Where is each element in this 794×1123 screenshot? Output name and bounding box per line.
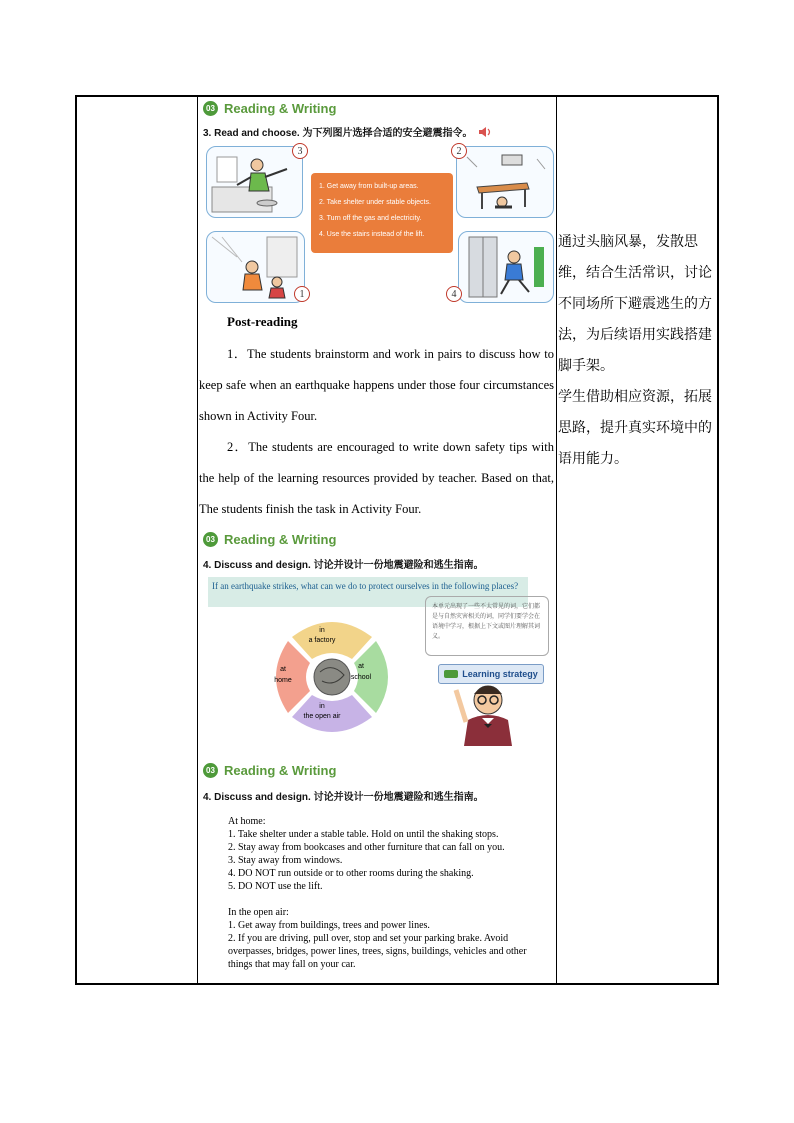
home-tip-5: 5. DO NOT use the lift.	[228, 881, 323, 892]
option-2: 2. Take shelter under stable objects.	[319, 199, 431, 206]
home-tip-2: 2. Stay away from bookcases and other furniture that can fall on you.	[228, 842, 505, 853]
books-icon	[444, 670, 458, 678]
home-tip-3: 3. Stay away from windows.	[228, 855, 343, 866]
picture-shelter	[456, 146, 554, 218]
picture-open-area	[206, 231, 305, 303]
activity4-instruction-repeat: 4. Discuss and design. 讨论并设计一份地震避险和逃生指南。	[203, 792, 484, 803]
strategy-note: 本单元出现了一些不太常见的词，它们都是与自然灾害相关的词，同学们要学会在语境中学习，根据上下文或图片理解其词义。	[425, 596, 549, 656]
section-title: Reading & Writing	[224, 763, 337, 778]
column-divider-left	[197, 97, 198, 983]
picture-number-2: 2	[451, 143, 467, 159]
learning-strategy-banner: Learning strategy	[438, 664, 544, 684]
person-avoiding-lift-illustration	[459, 232, 553, 302]
activity4-question: If an earthquake strikes, what can we do to protect ourselves in the following places?	[208, 577, 528, 607]
post-reading-paragraph-2: 2．The students are encouraged to write down safety tips with the help of the learning resources provided by teacher. Based on that, The students finish the task in Activity Four.	[199, 440, 554, 516]
section-heading-3	[203, 763, 336, 778]
option-3: 3. Turn off the gas and electricity.	[319, 215, 422, 222]
section-heading-1	[203, 101, 336, 116]
place-home-label: at home	[274, 666, 292, 684]
home-title: At home:	[228, 816, 266, 827]
section-badge: 03	[203, 763, 218, 778]
activity4-instruction: 4. Discuss and design. 讨论并设计一份地震避险和逃生指南。	[203, 560, 484, 571]
place-school-label: at school	[350, 663, 372, 681]
option-4: 4. Use the stairs instead of the lift.	[319, 231, 425, 238]
spacer	[228, 893, 548, 906]
safety-guide-text	[228, 815, 548, 971]
options-box	[311, 173, 453, 253]
post-reading-paragraph-1: 1．The students brainstorm and work in pairs to discuss how to keep safe when an earthquake happens under those four circumstances shown in Activity Four.	[199, 347, 554, 423]
section-heading-2	[203, 532, 336, 547]
right-note-1: 通过头脑风暴，发散思维，结合生活常识，讨论不同场所下避震逃生的方法，为后续语用实践搭建脚手架。	[558, 234, 712, 374]
picture-number-4: 4	[446, 286, 462, 302]
activity3-instruction: 3. Read and choose. 为下列图片选择合适的安全避震指令。	[203, 124, 494, 139]
post-reading-heading: Post-reading	[227, 314, 298, 329]
section-title: Reading & Writing	[224, 532, 337, 547]
picture-stairs	[458, 231, 554, 303]
person-running-illustration	[207, 232, 304, 302]
open-air-tip-2: 2. If you are driving, pull over, stop and set your parking brake. Avoid overpasses, bridges, power lines, trees, signs, buildings, vehicles and other things that may fall on your car.	[228, 933, 527, 970]
column-divider-right	[556, 97, 557, 983]
student-under-desk-illustration	[457, 147, 553, 217]
picture-gas-electricity	[206, 146, 303, 218]
option-1: 1. Get away from built-up areas.	[319, 183, 419, 190]
right-column-notes	[558, 227, 720, 475]
home-tip-1: 1. Take shelter under a stable table. Hold on until the shaking stops.	[228, 829, 499, 840]
open-air-tip-1: 1. Get away from buildings, trees and power lines.	[228, 920, 430, 931]
section-badge: 03	[203, 101, 218, 116]
section-badge: 03	[203, 532, 218, 547]
person-at-stove-illustration	[207, 147, 302, 217]
teacher-illustration	[436, 680, 526, 746]
picture-number-3: 3	[292, 143, 308, 159]
place-open-air-label: in the open air	[303, 703, 341, 720]
home-tip-4: 4. DO NOT run outside or to other rooms during the shaking.	[228, 868, 474, 879]
place-factory-label: in a factory	[308, 627, 336, 644]
section-title: Reading & Writing	[224, 101, 337, 116]
speaker-icon[interactable]	[478, 126, 494, 138]
right-note-2: 学生借助相应资源，拓展思路，提升真实环境中的语用能力。	[558, 389, 712, 467]
open-air-title: In the open air:	[228, 907, 289, 918]
picture-number-1: 1	[294, 286, 310, 302]
